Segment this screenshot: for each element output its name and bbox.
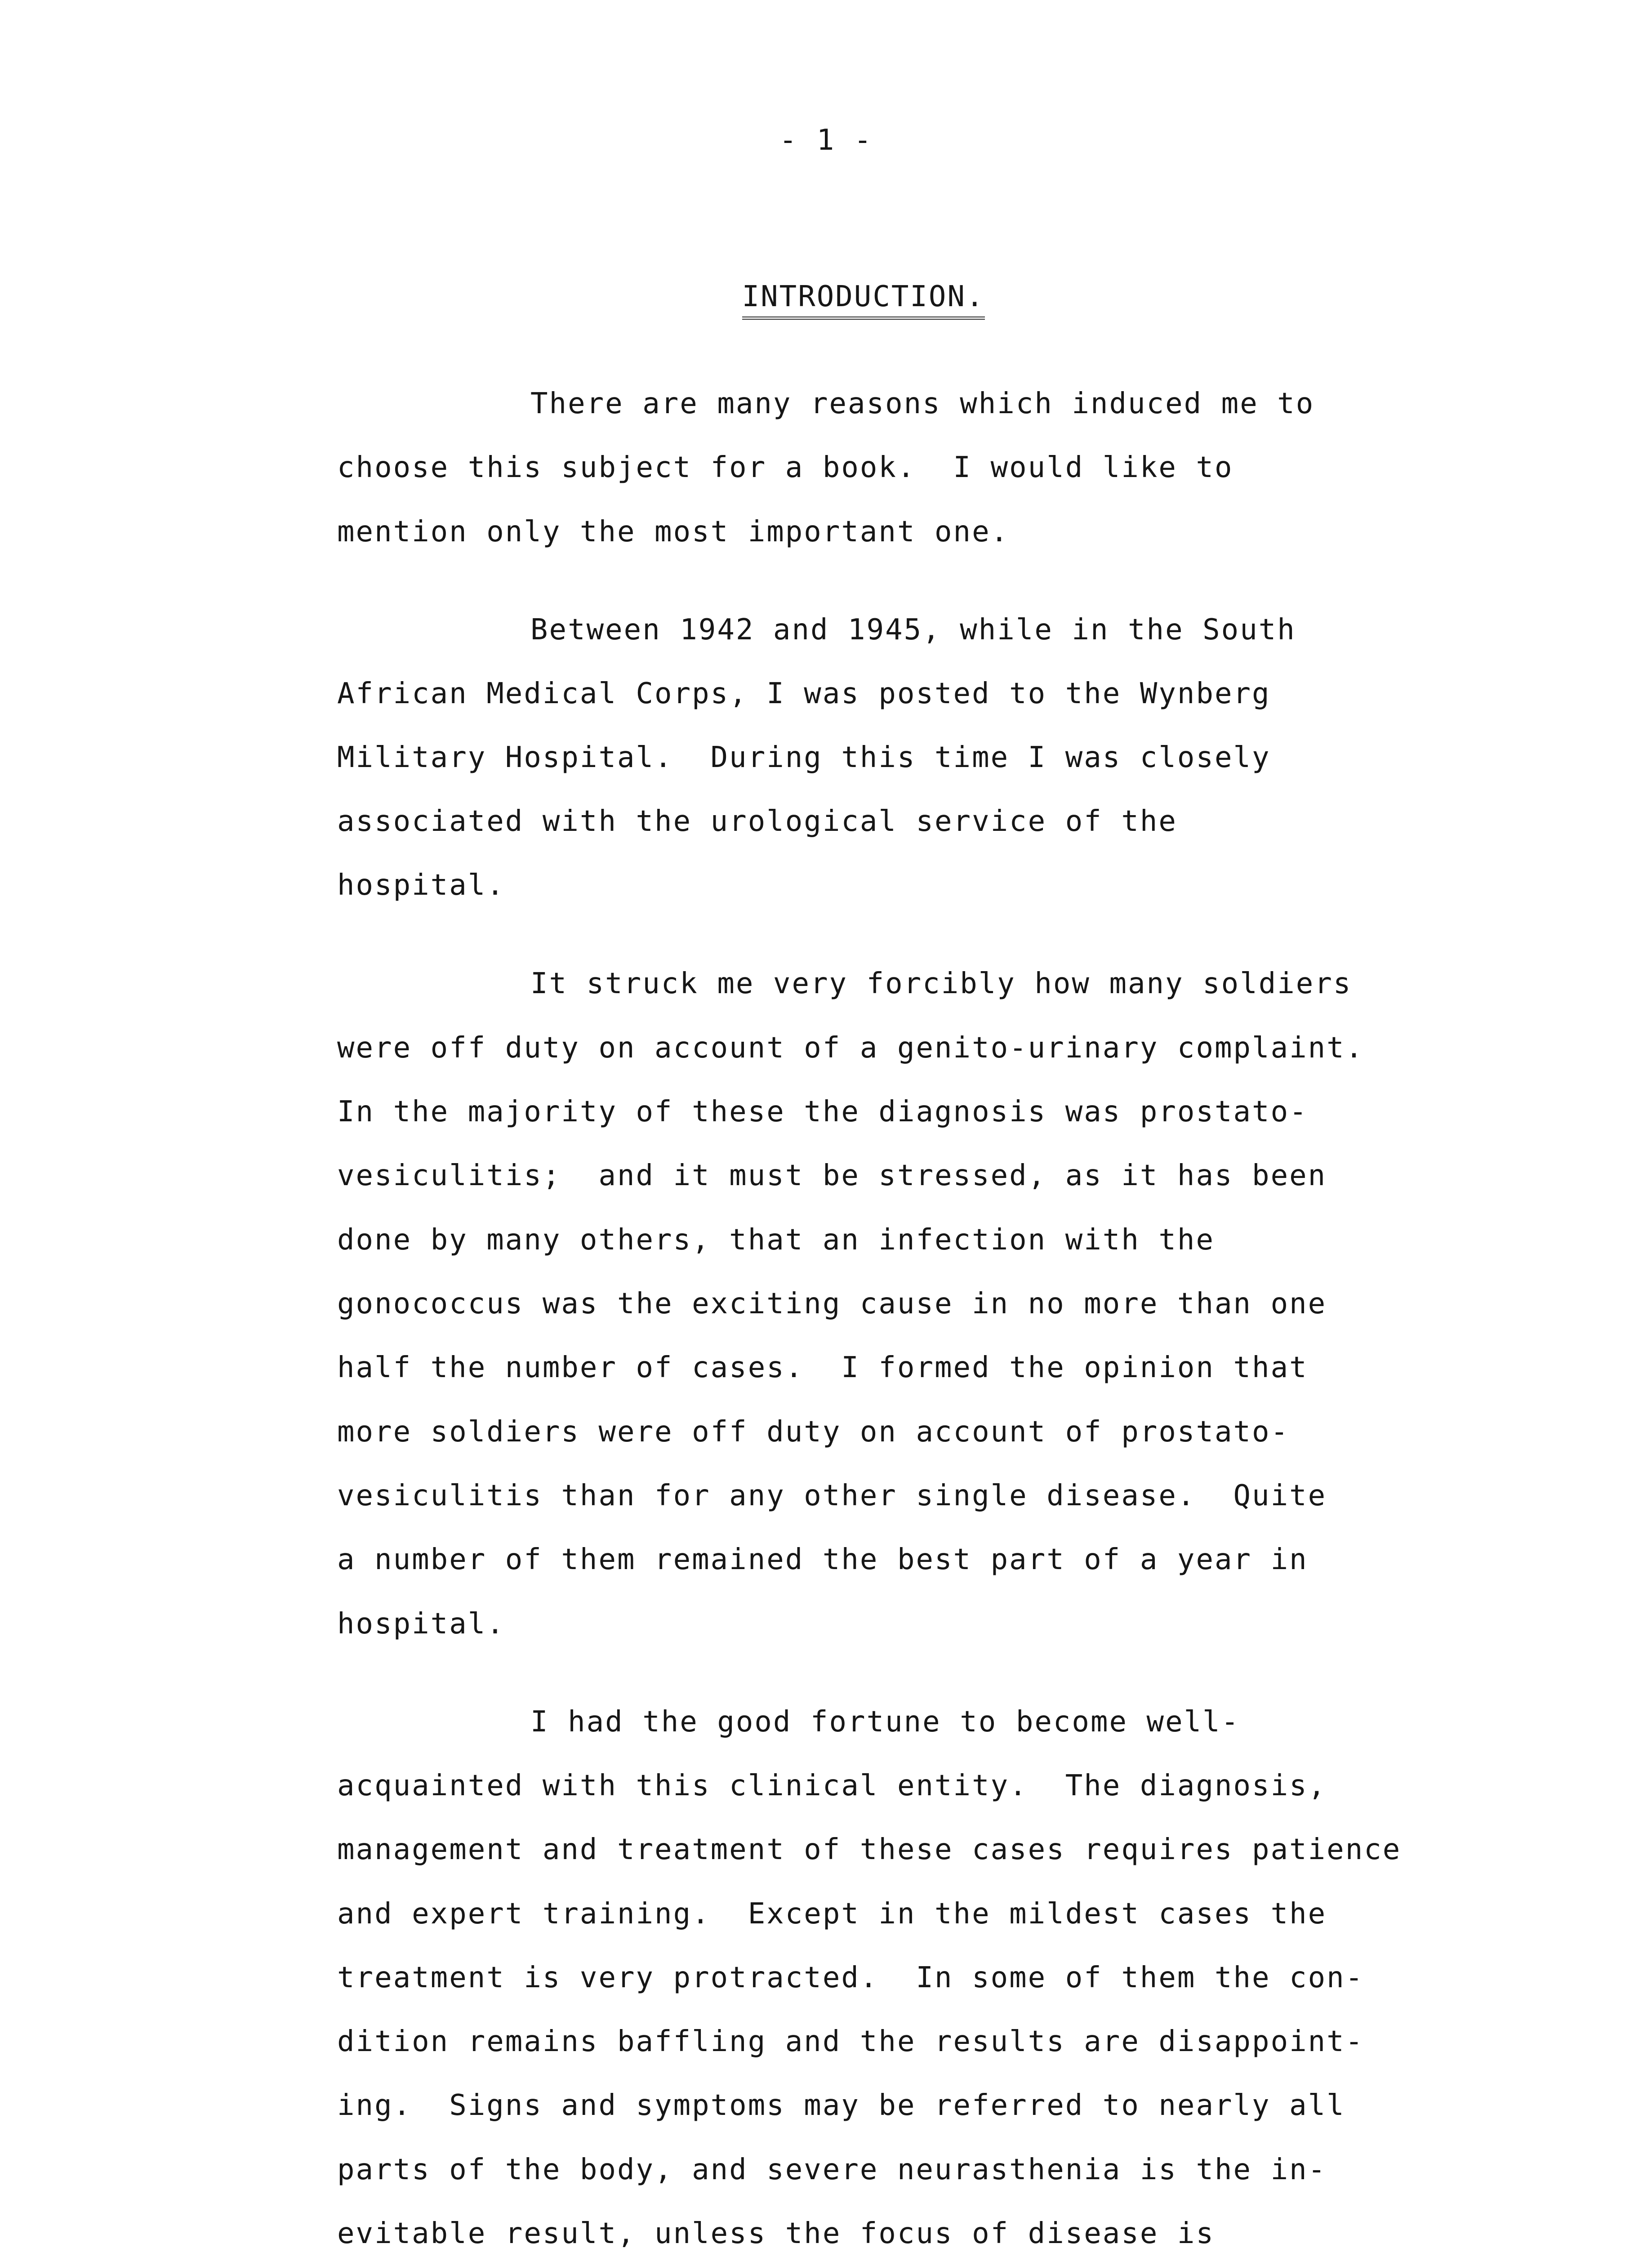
text-line: done by many others, that an infection with the bbox=[337, 1223, 1215, 1257]
text-line: treatment is very protracted. In some of them the con- bbox=[337, 1961, 1364, 1994]
text-line: vesiculitis; and it must be stressed, as it has been bbox=[337, 1159, 1327, 1192]
text-line: I had the good fortune to become well- bbox=[530, 1705, 1240, 1739]
text-line: vesiculitis than for any other single disease. Quite bbox=[337, 1479, 1327, 1512]
text-line: It struck me very forcibly how many soldiers bbox=[530, 967, 1352, 1000]
text-line: hospital. bbox=[337, 869, 505, 902]
text-line: In the majority of these the diagnosis was prostato- bbox=[337, 1095, 1308, 1128]
text-line: dition remains baffling and the results are disappoint- bbox=[337, 2025, 1364, 2058]
text-line: African Medical Corps, I was posted to the Wynberg bbox=[337, 677, 1271, 710]
section-heading bbox=[0, 243, 1652, 356]
text-line: and expert training. Except in the mildest cases the bbox=[337, 1897, 1327, 1931]
text-line: parts of the body, and severe neurasthenia is the in- bbox=[337, 2153, 1327, 2186]
text-line: Military Hospital. During this time I was closely bbox=[337, 741, 1271, 774]
text-line: Between 1942 and 1945, while in the South bbox=[530, 613, 1296, 647]
text-line: acquainted with this clinical entity. The diagnosis, bbox=[337, 1769, 1327, 1802]
text-line: associated with the urological service of the bbox=[337, 805, 1177, 838]
text-line: There are many reasons which induced me to bbox=[530, 387, 1315, 420]
text-line: more soldiers were off duty on account of prostato- bbox=[337, 1415, 1290, 1449]
text-line: were off duty on account of a genito-urinary complaint. bbox=[337, 1031, 1364, 1065]
text-line: a number of them remained the best part of a year in bbox=[337, 1543, 1308, 1576]
heading-text: INTRODUCTION. bbox=[742, 279, 985, 320]
text-line: half the number of cases. I formed the opinion that bbox=[337, 1351, 1308, 1384]
text-line: mention only the most important one. bbox=[337, 515, 1010, 549]
text-line: choose this subject for a book. I would like to bbox=[337, 451, 1233, 484]
text-line: hospital. bbox=[337, 1607, 505, 1641]
text-line: evitable result, unless the focus of disease is bbox=[337, 2217, 1215, 2248]
text-line: gonococcus was the exciting cause in no more than one bbox=[337, 1287, 1327, 1320]
text-line: management and treatment of these cases requires patience bbox=[337, 1833, 1402, 1866]
page-number: - 1 - bbox=[779, 124, 873, 157]
text-line: ing. Signs and symptoms may be referred to nearly all bbox=[337, 2089, 1345, 2122]
